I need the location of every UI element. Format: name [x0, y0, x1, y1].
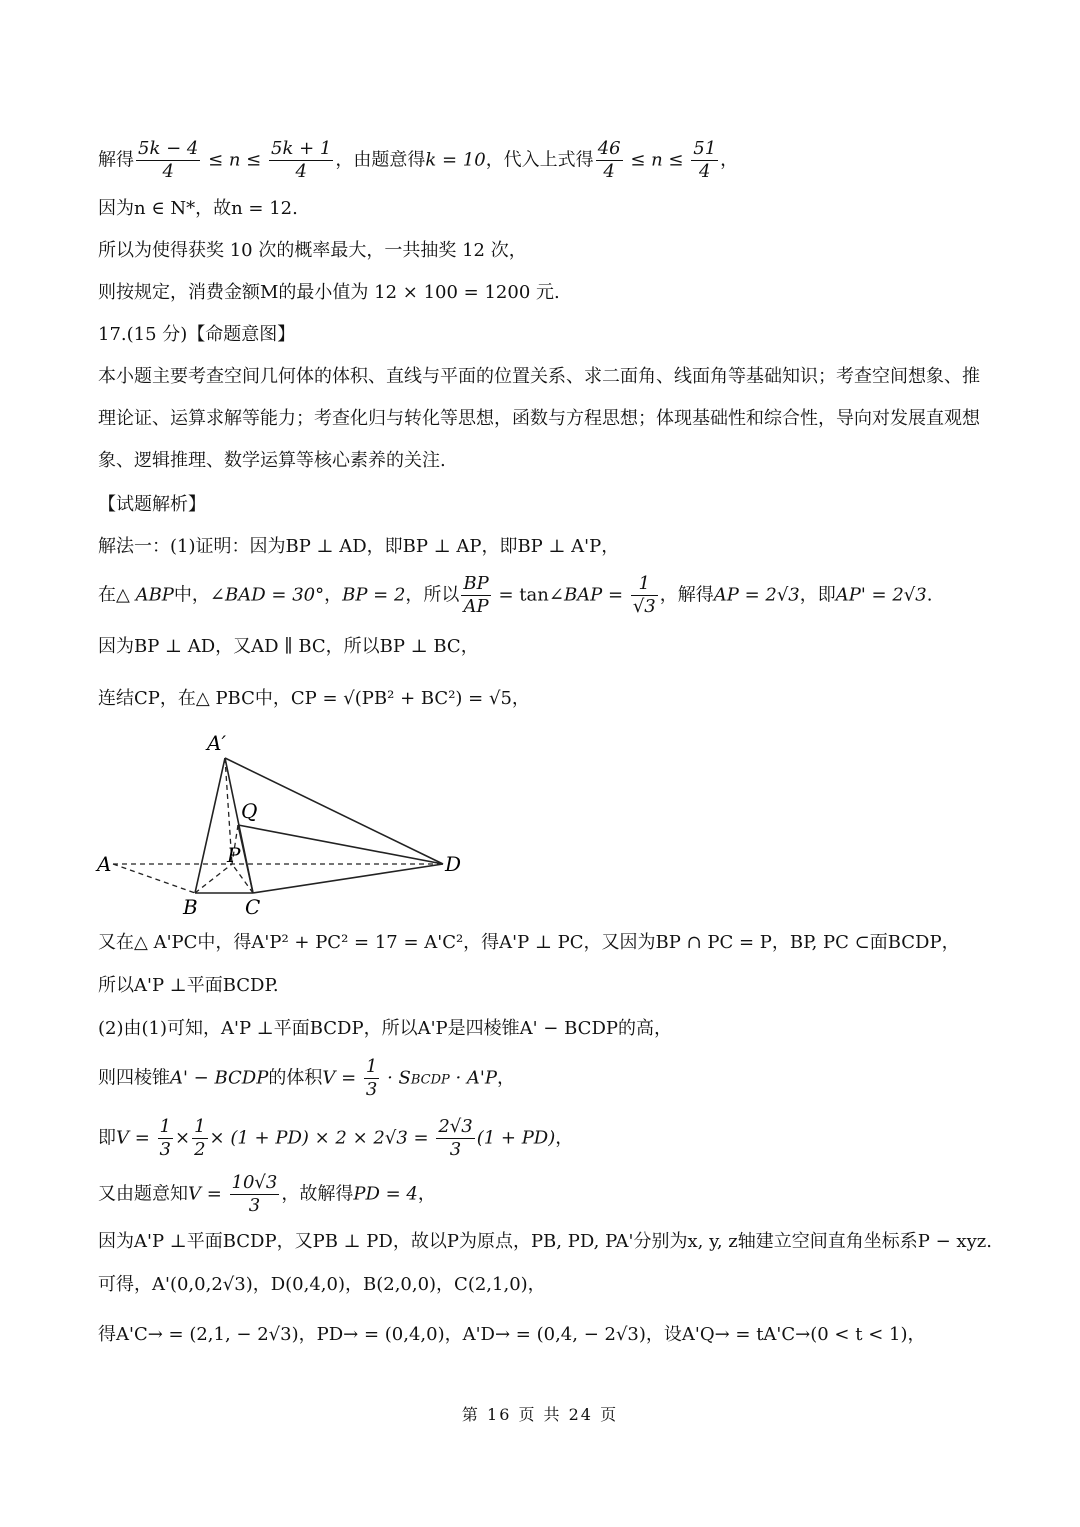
line-10: 因为BP ⊥ AD，又AD ∥ BC，所以BP ⊥ BC， — [98, 636, 479, 657]
line-3: 所以为使得获奖 10 次的概率最大，一共抽奖 12 次， — [98, 240, 527, 261]
pyramid-figure — [95, 728, 475, 923]
edge-a1-b — [195, 758, 225, 893]
edge-a-b-dashed — [113, 864, 195, 893]
line-6-intent-paragraph: 本小题主要考查空间几何体的体积、直线与平面的位置关系、求二面角、线面角等基础知识；考查空间想象、推理论证、运算求解等能力；考查化归与转化等思想，函数与方程思想；体现基础性和综合性，导向对发展直观想象、逻辑推理、数学运算等核心素养的关注. — [98, 366, 980, 471]
line-8: 解法一：(1)证明：因为BP ⊥ AD，即BP ⊥ AP，即BP ⊥ A'P， — [98, 536, 620, 557]
edge-q-d — [238, 825, 443, 864]
line-11: 连结CP，在△ PBC中，CP = √(PB² + BC²) = √5， — [98, 688, 530, 709]
line-18: 因为A'P ⊥平面BCDP，又PB ⊥ PD，故以P为原点，PB, PD, PA'分别为x, y, z轴建立空间直角坐标系P − xyz. — [98, 1231, 992, 1252]
line-15: 则四棱锥A' − BCDP的体积V = $\frac{1}{3}$ · SBCDP · A'P， — [98, 1056, 515, 1100]
line-4: 则按规定，消费金额M的最小值为 12 × 100 = 1200 元. — [98, 282, 560, 303]
line-5-question-heading: 17.(15 分)【命题意图】 — [98, 324, 296, 345]
line-7-analysis-heading: 【试题解析】 — [98, 494, 206, 515]
label-a-prime: A′ — [207, 731, 226, 755]
line-9: 在△ ABP中，∠BAD = 30°，BP = 2，所以 $\frac{BP}{AP}$ = tan∠BAP = $\frac{1}{√3}$ ，解得AP = 2√3，即AP' = 2√3. — [98, 573, 933, 617]
line-16: 即V = $\frac{1}{3}$ × $\frac{1}{2}$ × (1 + PD) × 2 × 2√3 = $\frac{2√3}{3}$ (1 + PD)， — [98, 1116, 574, 1160]
edge-a1-d — [225, 758, 443, 864]
line-1: 解得 $\frac{5k - 4}{4}$ ≤ n ≤ $\frac{5k + 1}{4}$ ，由题意得k = 10，代入上式得 $\frac{46}{4}$ ≤ n ≤ $\frac{51}{4}$ ， — [98, 138, 739, 182]
label-c: C — [245, 895, 261, 919]
line-20: 得A'C→ = (2,1, − 2√3)，PD→ = (0,4,0)，A'D→ = (0,4, − 2√3)，设A'Q→ = tA'C→(0 < t < 1)， — [98, 1324, 926, 1345]
label-d: D — [445, 852, 462, 876]
line-19: 可得，A'(0,0,2√3)，D(0,4,0)，B(2,0,0)，C(2,1,0)， — [98, 1274, 546, 1295]
line-17: 又由题意知V = $\frac{10√3}{3}$ ，故解得PD = 4， — [98, 1172, 436, 1216]
label-q: Q — [241, 799, 258, 823]
line-2: 因为n ∈ N*，故n = 12. — [98, 198, 298, 219]
line-13: 所以A'P ⊥平面BCDP. — [98, 975, 279, 996]
line-12: 又在△ A'PC中，得A'P² + PC² = 17 = A'C²，得A'P ⊥ PC，又因为BP ∩ PC = P，BP, PC ⊂面BCDP， — [98, 932, 960, 953]
edge-c-d — [253, 864, 443, 893]
label-a: A — [97, 852, 112, 876]
label-b: B — [183, 895, 198, 919]
label-p: P — [227, 843, 241, 867]
page-footer: 第 16 页 共 24 页 — [461, 1405, 619, 1424]
line-14: (2)由(1)可知，A'P ⊥平面BCDP，所以A'P是四棱锥A' − BCDP的高， — [98, 1018, 672, 1039]
